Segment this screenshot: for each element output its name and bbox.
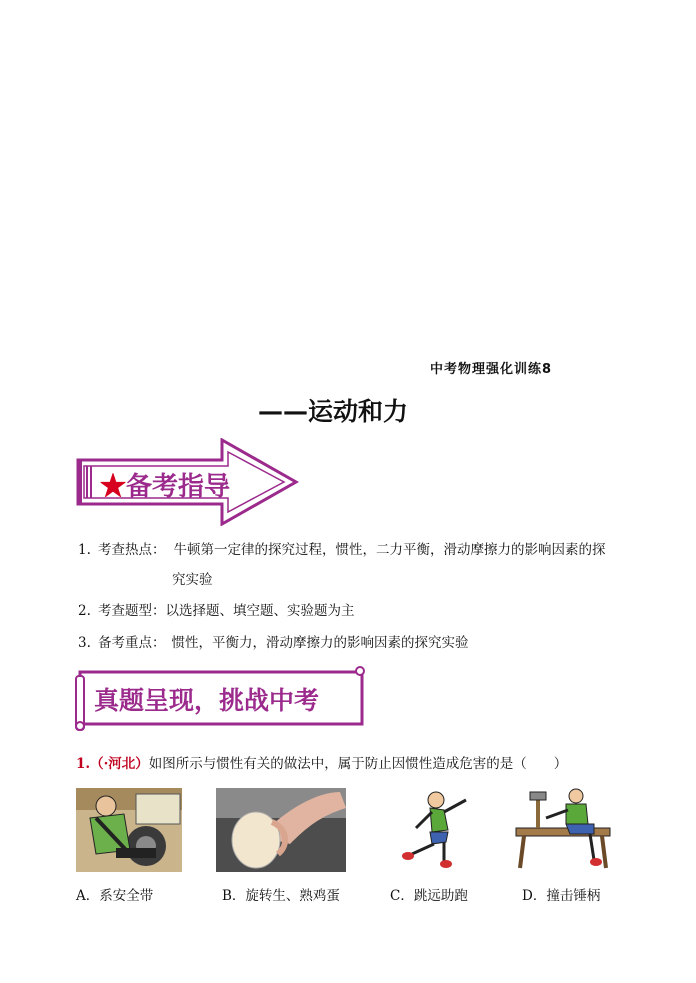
guide-banner-text: 备考指导 — [126, 472, 231, 502]
option-d: D．撞击锤柄 — [522, 888, 601, 904]
section-banner-text: 真题呈现，挑战中考 — [94, 686, 320, 715]
question-text: 如图所示与惯性有关的做法中，属于防止因惯性造成危害的是（ ） — [148, 756, 568, 772]
long-jump-runner-image — [392, 788, 476, 872]
option-c: C．跳远助跑 — [390, 888, 468, 904]
section-banner — [74, 664, 368, 732]
hammer-handle-image — [514, 788, 612, 872]
seatbelt-image — [76, 788, 182, 872]
option-a: A．系安全带 — [76, 888, 154, 904]
star-icon: ★ — [100, 472, 127, 502]
list-number: 1. — [78, 542, 91, 558]
guide-item-2 — [78, 601, 355, 621]
question-1-stem — [76, 752, 567, 772]
document-subtitle: 中考物理强化训练8 — [430, 362, 553, 377]
guide-banner — [74, 438, 300, 526]
guide-label: 考查热点： — [98, 542, 166, 558]
guide-item-3 — [78, 633, 469, 653]
question-number: 1. — [76, 756, 91, 772]
guide-item-1 — [78, 540, 606, 560]
guide-label: 备考重点： — [98, 635, 166, 651]
option-b: B．旋转生、熟鸡蛋 — [222, 888, 340, 904]
question-source: （·河北） — [90, 756, 149, 772]
list-number: 2. — [78, 603, 91, 619]
guide-text: 以选择题、填空题、实验题为主 — [165, 603, 355, 619]
guide-text: 惯性，平衡力，滑动摩擦力的影响因素的探究实验 — [171, 635, 469, 651]
document-title: ——运动和力 — [258, 397, 409, 426]
list-number: 3. — [78, 635, 91, 651]
egg-spinning-image — [216, 788, 346, 872]
guide-label: 考查题型： — [98, 603, 166, 619]
guide-item-1-continuation: 究实验 — [172, 572, 213, 588]
guide-text: 牛顿第一定律的探究过程，惯性，二力平衡，滑动摩擦力的影响因素的探 — [173, 542, 606, 558]
